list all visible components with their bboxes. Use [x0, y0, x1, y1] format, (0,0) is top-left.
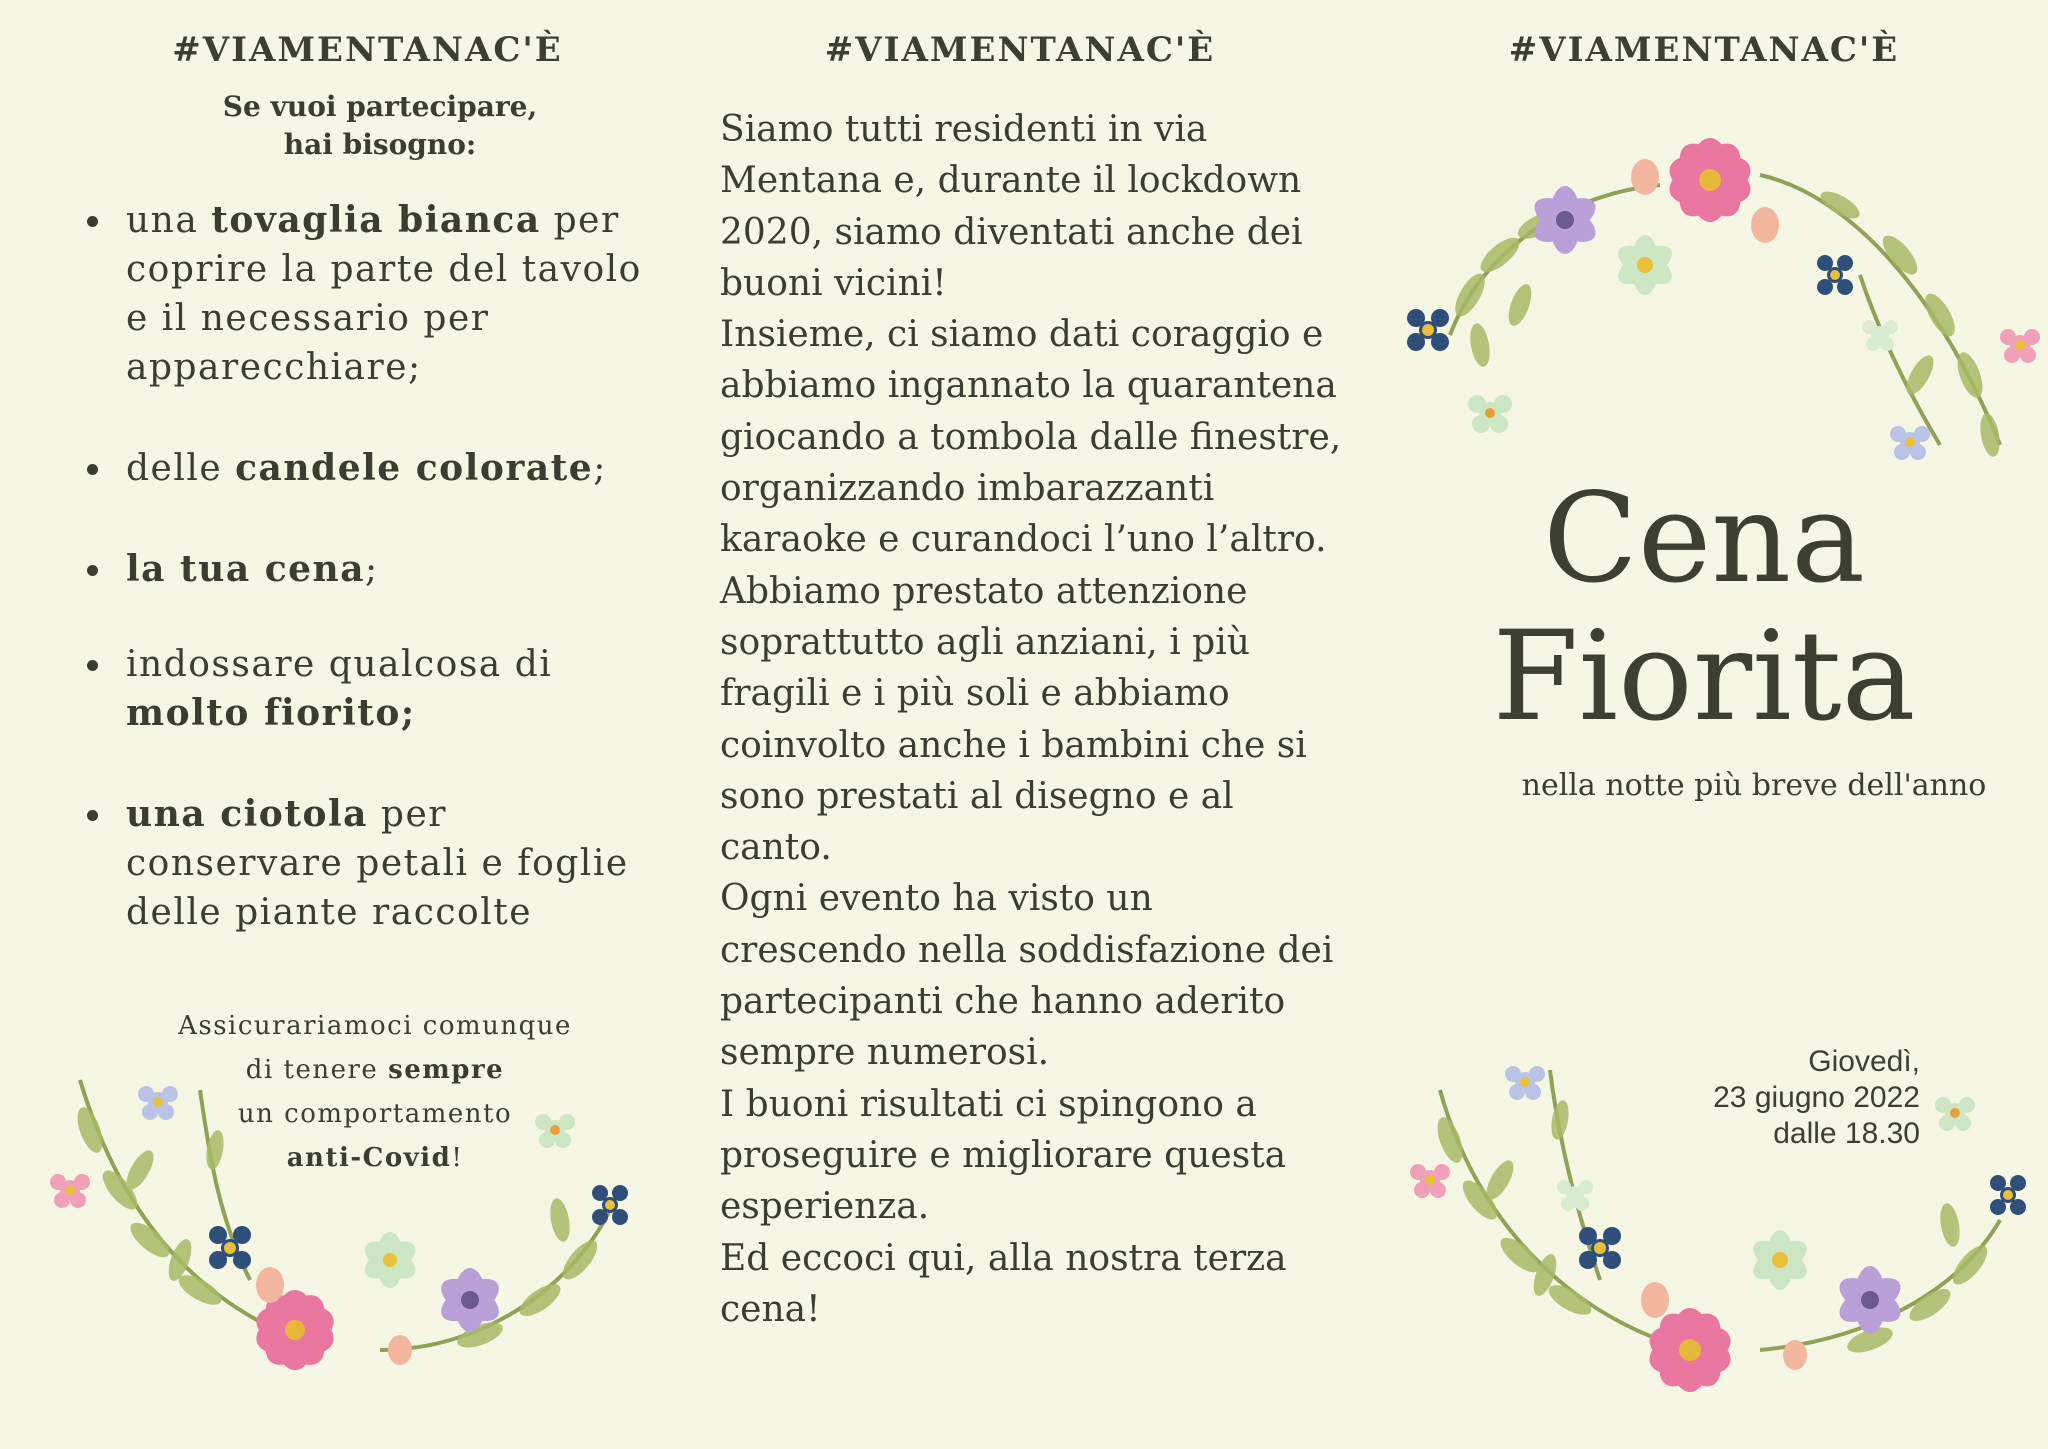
requirements-title-line1: Se vuoi partecipare,: [222, 90, 538, 123]
event-subtitle: nella notte più breve dell'anno: [1521, 768, 1987, 803]
story-text: Siamo tutti residenti in via Mentana e, durante il lockdown 2020, siamo diventati anche dei buoni vicini! Insieme, ci siamo dati coraggio e abbiamo ingannato la quarantena giocando a tombola dalle finestre, organizzando imbarazzanti karaoke e curandoci l’uno l’altro. Abbiamo prestato attenzione soprattutto agli anziani, i più fragili e i più soli e abbiamo coinvolto anche i bambini che si sono prestati al disegno e al canto. Ogni evento ha visto un crescendo nella soddisfazione dei partecipanti che hanno aderito sempre numerosi. I buoni risultati ci spingono a proseguire e migliorare questa esperienza. Ed eccoci qui, alla nostra terza cena!: [720, 109, 1342, 1330]
list-item: la tua cena;: [82, 545, 642, 594]
mint-flower-icon: [1557, 1180, 1593, 1211]
pink-flower-icon: [1410, 1164, 1450, 1198]
pink-flower-icon: [1663, 133, 1756, 227]
mint-flower-icon: [1747, 1230, 1813, 1290]
hashtag-heading: #VIAMENTANAC'È: [172, 30, 563, 70]
lilac-flower-icon: [1833, 1266, 1908, 1334]
hashtag-heading: #VIAMENTANAC'È: [1508, 30, 1900, 70]
list-item: delle candele colorate;: [82, 444, 642, 493]
middle-panel: [680, 0, 1360, 1449]
navy-flower-icon: [592, 1185, 628, 1225]
requirements-title-line2: hai bisogno:: [283, 128, 477, 161]
requirements-list: [82, 196, 642, 989]
floral-wreath-bottom-right: [1400, 1050, 2030, 1430]
left-panel: [0, 0, 680, 1449]
list-item: una ciotola per conservare petali e foglie delle piante raccolte: [82, 790, 642, 937]
event-title: [1360, 467, 2048, 749]
event-title-line2: Fiorita: [1492, 605, 1916, 749]
mint-flower-icon: [359, 1232, 421, 1288]
list-item: indossare qualcosa di molto fiorito;: [82, 640, 642, 738]
requirements-title: [120, 88, 640, 164]
lilac-flower-icon: [138, 1086, 178, 1120]
navy-flower-icon: [1990, 1175, 2026, 1215]
event-date: Giovedì, 23 giugno 2022 dalle 18.30: [1713, 1045, 1920, 1150]
navy-flower-icon: [1817, 255, 1853, 295]
hashtag-heading: #VIAMENTANAC'È: [824, 30, 1216, 70]
lilac-flower-icon: [1505, 1066, 1545, 1100]
pink-flower-icon: [50, 1174, 90, 1208]
navy-flower-icon: [1407, 309, 1449, 351]
navy-flower-icon: [1579, 1227, 1621, 1269]
event-title-line1: Cena: [1542, 467, 1866, 611]
lilac-flower-icon: [1890, 426, 1930, 460]
floral-wreath-top-right: [1380, 115, 2040, 475]
right-panel: [1360, 0, 2048, 1449]
list-item: una tovaglia bianca per coprire la parte del tavolo e il necessario per apparecchiare;: [82, 196, 642, 392]
mint-flower-icon: [1612, 235, 1678, 295]
pink-flower-icon: [2000, 329, 2040, 363]
mint-flower-icon: [535, 1114, 575, 1148]
covid-note: Assicurariamoci comunque di tenere sempre un comportamento anti-Covid!: [178, 1011, 572, 1173]
mint-flower-icon: [1935, 1097, 1975, 1131]
floral-wreath-bottom-left: [50, 1060, 650, 1430]
mint-flower-icon: [1468, 395, 1512, 433]
